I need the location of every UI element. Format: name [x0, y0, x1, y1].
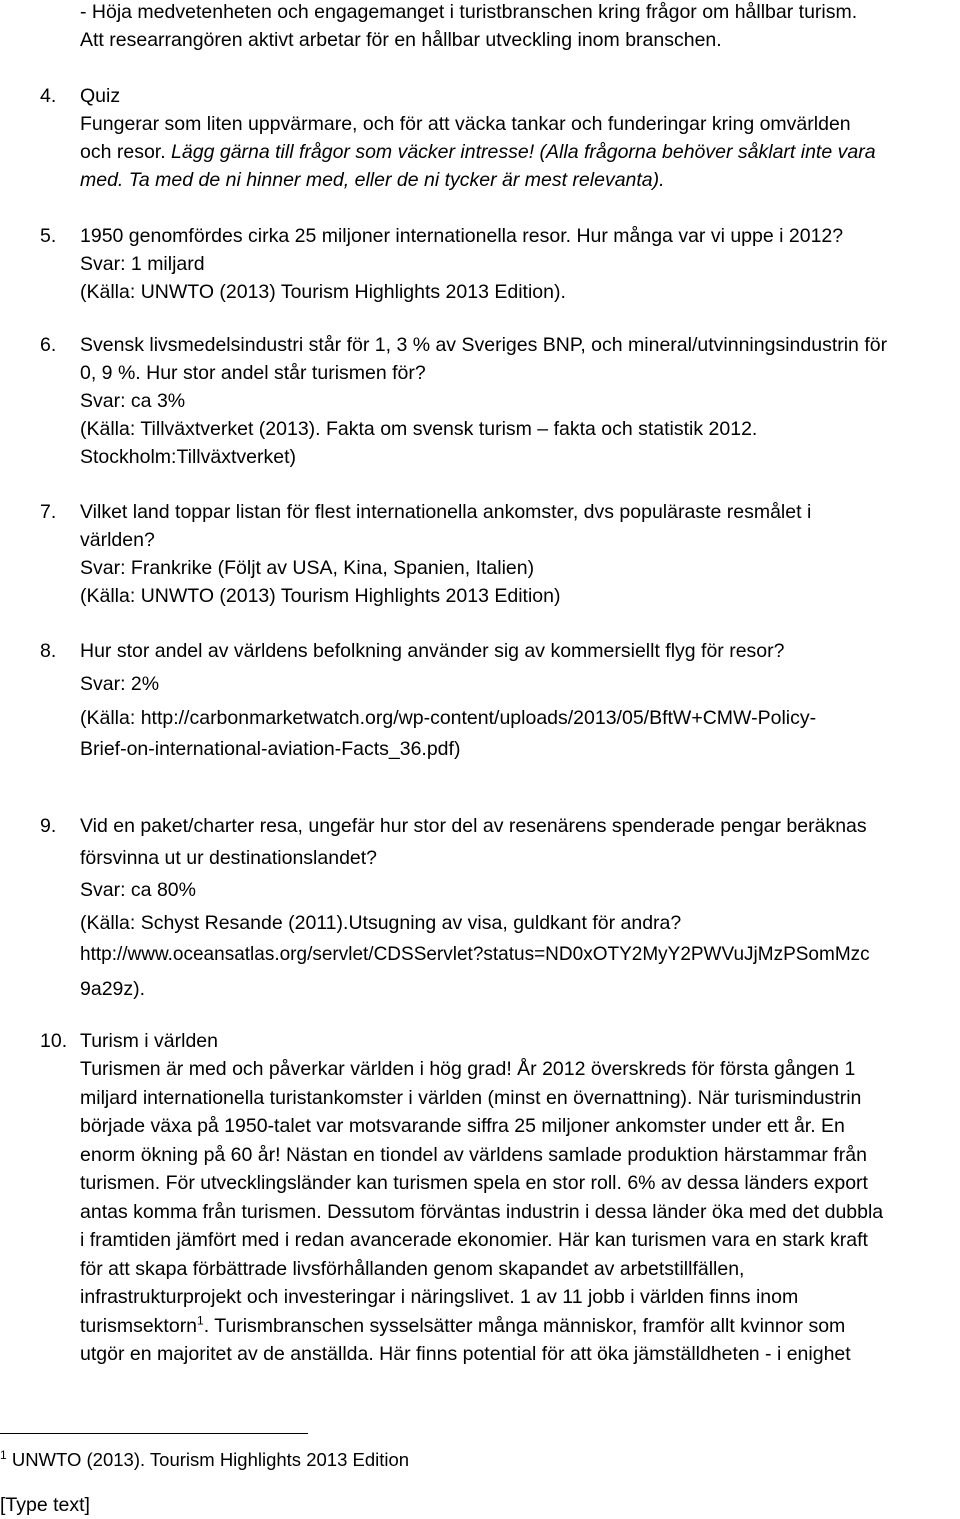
- item-10-paragraph-line: utgör en majoritet av de anställda. Här finns potential för att öka jämställdheten - i enighet: [80, 1343, 851, 1365]
- item-8-question: Hur stor andel av världens befolkning använder sig av kommersiellt flyg för resor?: [80, 640, 785, 662]
- item-10-paragraph-line: i framtiden jämfört med i redan avancerade ekonomier. Här kan turismen vara en stark kraft: [80, 1229, 868, 1251]
- item-4-line: [80, 138, 876, 166]
- item-10-line-start: turismsektorn: [80, 1315, 198, 1337]
- item-10-paragraph-line: [80, 1312, 845, 1340]
- item-4-italic-note-end: med. Ta med de ni hinner med, eller de ni tycker är mest relevanta).: [80, 169, 665, 191]
- item-5-answer: Svar: 1 miljard: [80, 253, 205, 275]
- footnote: [0, 1446, 409, 1474]
- item-number-4: 4.: [40, 85, 57, 107]
- item-4-title: Quiz: [80, 85, 121, 107]
- item-number-5: 5.: [40, 225, 57, 247]
- item-number-8: 8.: [40, 640, 57, 662]
- item-8-source-end: Brief-on-international-aviation-Facts_36.pdf): [80, 738, 461, 760]
- item-number-9: 9.: [40, 815, 57, 837]
- item-6-question-end: 0, 9 %. Hur stor andel står turismen för?: [80, 362, 426, 384]
- item-7-question-end: världen?: [80, 529, 155, 551]
- item-5-question: 1950 genomfördes cirka 25 miljoner internationella resor. Hur många var vi uppe i 2012?: [80, 225, 844, 247]
- item-6-source-end: Stockholm:Tillväxtverket): [80, 446, 296, 468]
- item-4-italic-note: Lägg gärna till frågor som väcker intresse! (Alla frågorna behöver såklart inte vara: [171, 141, 876, 163]
- page-footer: [Type text]: [0, 1494, 90, 1516]
- item-10-paragraph-line: för att skapa förbättrade livsförhållanden genom skapandet av arbetstillfällen,: [80, 1258, 745, 1280]
- footnote-text: UNWTO (2013). Tourism Highlights 2013 Edition: [6, 1449, 410, 1470]
- item-7-source: (Källa: UNWTO (2013) Tourism Highlights 2013 Edition): [80, 585, 561, 607]
- footnote-reference[interactable]: 1: [197, 1313, 204, 1328]
- item-10-title: Turism i världen: [80, 1030, 218, 1052]
- item-8-source: (Källa: http://carbonmarketwatch.org/wp-content/uploads/2013/05/BftW+CMW-Policy-: [80, 707, 817, 729]
- footnote-separator: [0, 1433, 308, 1434]
- item-10-paragraph-line: infrastrukturprojekt och investeringar i näringslivet. 1 av 11 jobb i världen finns inom: [80, 1286, 799, 1308]
- item-10-paragraph-line: Turismen är med och påverkar världen i hög grad! År 2012 överskreds för första gången 1: [80, 1058, 856, 1080]
- item-number-6: 6.: [40, 334, 57, 356]
- item-number-7: 7.: [40, 501, 57, 523]
- item-6-source: (Källa: Tillväxtverket (2013). Fakta om svensk turism – fakta och statistik 2012.: [80, 418, 758, 440]
- item-8-answer: Svar: 2%: [80, 673, 160, 695]
- item-9-answer: Svar: ca 80%: [80, 879, 196, 901]
- item-7-answer: Svar: Frankrike (Följt av USA, Kina, Spanien, Italien): [80, 557, 535, 579]
- item-10-paragraph-line: antas komma från turismen. Dessutom förväntas industrin i dessa länder öka med det dubbla: [80, 1201, 884, 1223]
- intro-line-2: Att researrangören aktivt arbetar för en hållbar utveckling inom branschen.: [80, 29, 722, 51]
- item-4-line-start: och resor.: [80, 141, 172, 163]
- item-10-paragraph-line: började växa på 1950-talet var motsvarande siffra 25 miljoner ankomster under ett år. En: [80, 1115, 845, 1137]
- item-4-line: Fungerar som liten uppvärmare, och för att väcka tankar och funderingar kring omvärlden: [80, 113, 851, 135]
- item-10-paragraph-line: turismen. För utvecklingsländer kan turismen spela en stor roll. 6% av dessa länders export: [80, 1172, 868, 1194]
- item-7-question: Vilket land toppar listan för flest internationella ankomster, dvs populäraste resmålet i: [80, 501, 812, 523]
- item-5-source: (Källa: UNWTO (2013) Tourism Highlights 2013 Edition).: [80, 281, 566, 303]
- item-6-question: Svensk livsmedelsindustri står för 1, 3 % av Sveriges BNP, och mineral/utvinningsindustrin för: [80, 334, 888, 356]
- item-9-question-end: försvinna ut ur destinationslandet?: [80, 847, 378, 869]
- item-10-paragraph-line: enorm ökning på 60 år! Nästan en tiondel av världens samlade produktion härstammar från: [80, 1144, 867, 1166]
- intro-line-1: - Höja medvetenheten och engagemanget i turistbranschen kring frågor om hållbar turism.: [80, 1, 858, 23]
- footnote-marker: 1: [0, 1447, 7, 1462]
- item-6-answer: Svar: ca 3%: [80, 390, 186, 412]
- item-10-paragraph-line: miljard internationella turistankomster i världen (minst en övernattning). När turismindustrin: [80, 1087, 862, 1109]
- item-9-source-url: http://www.oceansatlas.org/servlet/CDSServlet?status=ND0xOTY2MyY2PWVuJjMzPSomMzc: [80, 944, 870, 965]
- item-9-source: (Källa: Schyst Resande (2011).Utsugning av visa, guldkant för andra?: [80, 912, 682, 934]
- item-10-line-rest: . Turismbranschen sysselsätter många människor, framför allt kvinnor som: [203, 1315, 846, 1337]
- item-9-question: Vid en paket/charter resa, ungefär hur stor del av resenärens spenderade pengar beräknas: [80, 815, 867, 837]
- item-number-10: 10.: [40, 1030, 68, 1052]
- item-9-source-end: 9a29z).: [80, 978, 146, 1000]
